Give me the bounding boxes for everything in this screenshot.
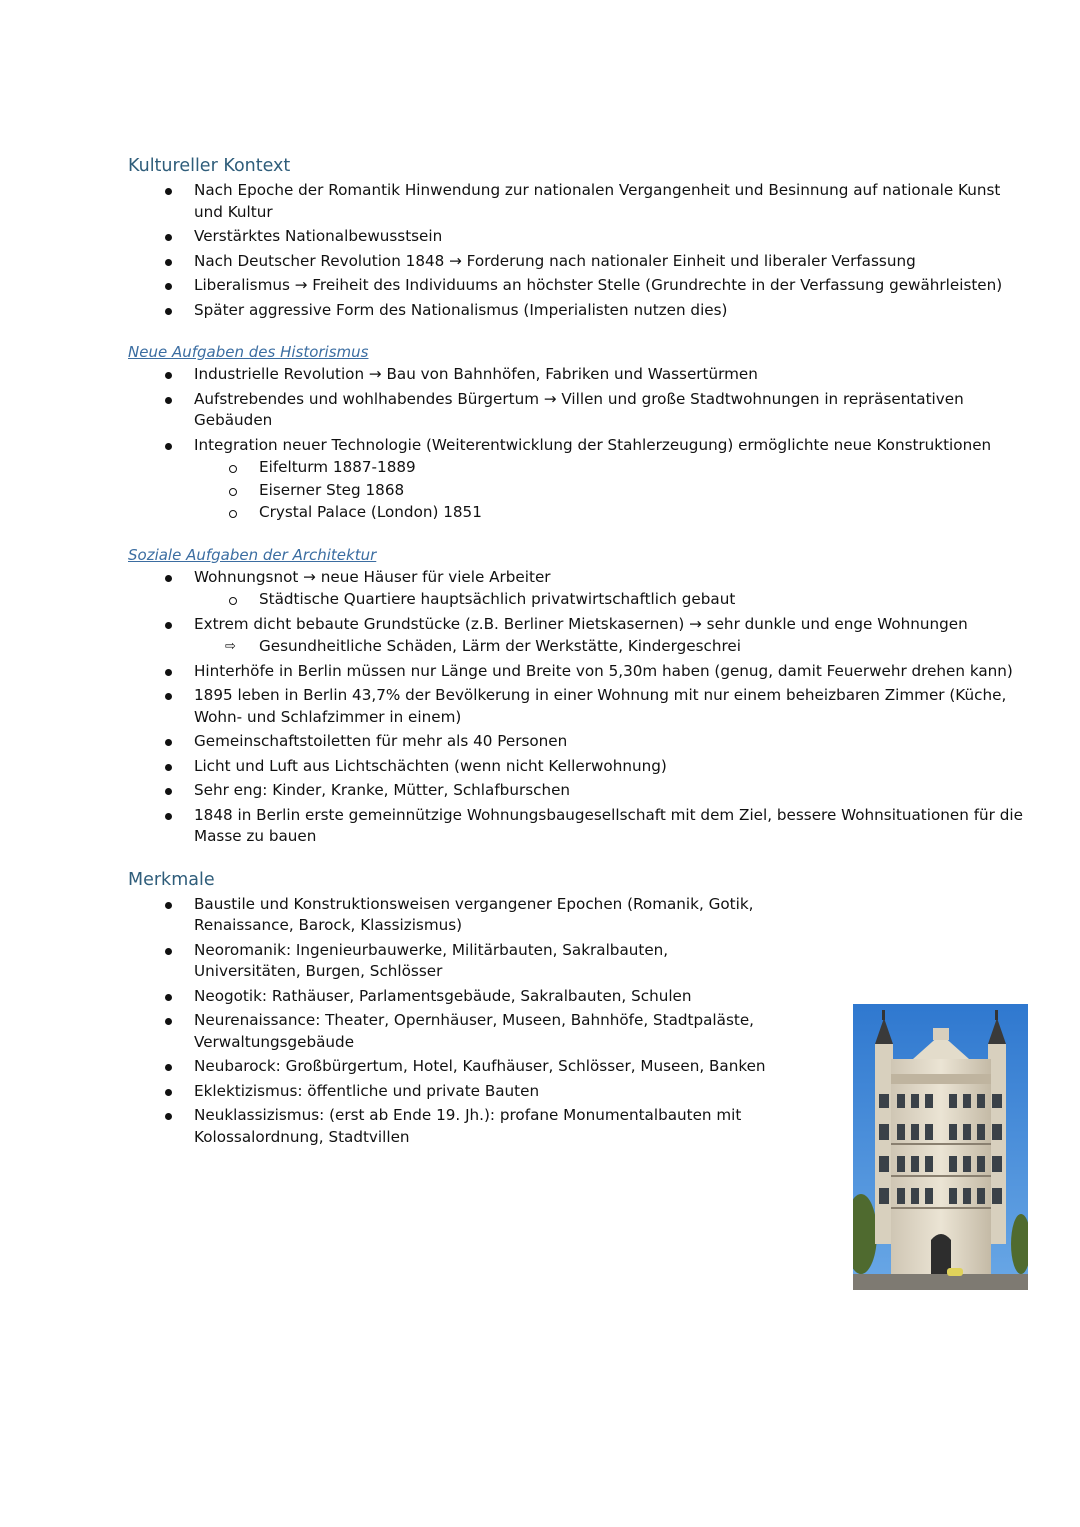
list-item-text: Integration neuer Technologie (Weiterentwicklung der Stahlerzeugung) ermöglichte neue Konstruktionen bbox=[194, 435, 992, 454]
bullet-icon bbox=[165, 397, 172, 404]
circle-bullet-icon bbox=[229, 488, 237, 496]
list-item-text: Industrielle Revolution → Bau von Bahnhöfen, Fabriken und Wassertürmen bbox=[194, 365, 758, 383]
list-item-text: Hinterhöfe in Berlin müssen nur Länge und Breite von 5,30m haben (genug, damit Feuerwehr drehen kann) bbox=[194, 661, 1013, 680]
list-item bbox=[128, 986, 778, 1008]
sub-list bbox=[194, 589, 1028, 611]
list-item bbox=[128, 226, 1028, 248]
section-heading: Soziale Aufgaben der Architektur bbox=[128, 545, 377, 564]
list-item-text: Licht und Luft aus Lichtschächten (wenn nicht Kellerwohnung) bbox=[194, 756, 667, 775]
list-item-text: Neuklassizismus: (erst ab Ende 19. Jh.): profane Monumentalbauten mit Kolossalordnung, Stadtvillen bbox=[194, 1106, 742, 1146]
list-item bbox=[128, 435, 1028, 524]
circle-bullet-icon bbox=[229, 510, 237, 518]
list-item-text: Eklektizismus: öffentliche und private Bauten bbox=[194, 1081, 540, 1100]
bullet-icon bbox=[165, 188, 172, 195]
list-item bbox=[128, 1081, 778, 1103]
bullet-icon bbox=[165, 994, 172, 1001]
list-item-text: Baustile und Konstruktionsweisen vergangener Epochen (Romanik, Gotik, Renaissance, Barock, Klassizismus) bbox=[194, 894, 754, 934]
sub-list-item bbox=[194, 636, 1028, 658]
list-item-text: Neoromanik: Ingenieurbauwerke, Militärbauten, Sakralbauten, Universitäten, Burgen, Schlösser bbox=[194, 940, 669, 980]
list-item bbox=[128, 364, 1028, 386]
bullet-icon bbox=[165, 308, 172, 315]
list-item bbox=[128, 940, 778, 983]
bullet-icon bbox=[165, 283, 172, 290]
section-heading: Merkmale bbox=[128, 869, 215, 890]
sub-list-item-text: Gesundheitliche Schäden, Lärm der Werkstätte, Kindergeschrei bbox=[259, 637, 741, 655]
bullet-icon bbox=[165, 902, 172, 909]
list-item bbox=[128, 389, 1028, 432]
list-item bbox=[128, 685, 1028, 728]
list-item-text: Neurenaissance: Theater, Opernhäuser, Museen, Bahnhöfe, Stadtpaläste, Verwaltungsgebäude bbox=[194, 1011, 755, 1051]
bullet-icon bbox=[165, 813, 172, 820]
list-item-text: 1848 in Berlin erste gemeinnützige Wohnungsbaugesellschaft mit dem Ziel, bessere Wohnsituationen für die Masse zu bauen bbox=[194, 805, 1023, 845]
bullet-icon bbox=[165, 1089, 172, 1096]
bullet-icon bbox=[165, 948, 172, 955]
bullet-icon bbox=[165, 739, 172, 746]
list-item-text: Später aggressive Form des Nationalismus (Imperialisten nutzen dies) bbox=[194, 300, 728, 319]
bullet-icon bbox=[165, 622, 172, 629]
list-item bbox=[128, 1056, 778, 1078]
circle-bullet-icon bbox=[229, 597, 237, 605]
circle-bullet-icon bbox=[229, 465, 237, 473]
bullet-icon bbox=[165, 669, 172, 676]
bullet-icon bbox=[165, 259, 172, 266]
bullet-icon bbox=[165, 575, 172, 582]
list-item bbox=[128, 614, 1028, 658]
bullet-icon bbox=[165, 764, 172, 771]
bullet-icon bbox=[165, 372, 172, 379]
sub-list-item-text: Städtische Quartiere hauptsächlich privatwirtschaftlich gebaut bbox=[259, 590, 736, 608]
list-item bbox=[128, 780, 1028, 802]
sub-list-item-text: Eiserner Steg 1868 bbox=[259, 480, 405, 499]
sub-list-item bbox=[194, 589, 1028, 611]
sub-list-item-text: Crystal Palace (London) 1851 bbox=[259, 503, 482, 521]
sub-list-item bbox=[194, 502, 1028, 524]
section-soziale-aufgaben bbox=[128, 544, 1028, 848]
list-item bbox=[128, 894, 778, 937]
list-item-text: Extrem dicht bebaute Grundstücke (z.B. Berliner Mietskasernen) → sehr dunkle und enge Wohnungen bbox=[194, 614, 968, 633]
sub-list-item bbox=[194, 457, 1028, 479]
list-item bbox=[128, 756, 1028, 778]
historicist-building-photo bbox=[853, 1004, 1028, 1290]
bullet-icon bbox=[165, 234, 172, 241]
list-item-text: Nach Deutscher Revolution 1848 → Forderung nach nationaler Einheit und liberaler Verfassung bbox=[194, 251, 916, 270]
list-item bbox=[128, 567, 1028, 611]
section-neue-aufgaben bbox=[128, 341, 1028, 524]
bullet-icon bbox=[165, 788, 172, 795]
sub-list bbox=[194, 636, 1028, 658]
list-item bbox=[128, 661, 1028, 683]
sub-list-item bbox=[194, 480, 1028, 502]
list-item bbox=[128, 251, 1028, 273]
list-item-text: Gemeinschaftstoiletten für mehr als 40 Personen bbox=[194, 732, 568, 750]
list-item bbox=[128, 300, 1028, 322]
list-item bbox=[128, 1010, 778, 1053]
list-item bbox=[128, 805, 1028, 848]
list-item-text: Wohnungsnot → neue Häuser für viele Arbeiter bbox=[194, 567, 551, 586]
list-item-text: Neubarock: Großbürgertum, Hotel, Kaufhäuser, Schlösser, Museen, Banken bbox=[194, 1057, 766, 1075]
section-heading: Neue Aufgaben des Historismus bbox=[128, 343, 369, 361]
bullet-list bbox=[128, 894, 778, 1149]
bullet-list bbox=[128, 567, 1028, 848]
bullet-icon bbox=[165, 693, 172, 700]
bullet-icon bbox=[165, 1113, 172, 1120]
bullet-list bbox=[128, 180, 1028, 321]
list-item-text: Nach Epoche der Romantik Hinwendung zur nationalen Vergangenheit und Besinnung auf nationale Kunst und Kultur bbox=[194, 181, 1001, 221]
list-item bbox=[128, 275, 1028, 297]
list-item-text: Verstärktes Nationalbewusstsein bbox=[194, 227, 443, 245]
list-item-text: Neogotik: Rathäuser, Parlamentsgebäude, Sakralbauten, Schulen bbox=[194, 986, 692, 1005]
section-kultureller-kontext bbox=[128, 154, 1028, 321]
bullet-list bbox=[128, 364, 1028, 524]
sub-list bbox=[194, 457, 1028, 524]
list-item-text: Sehr eng: Kinder, Kranke, Mütter, Schlafburschen bbox=[194, 781, 571, 799]
section-heading: Kultureller Kontext bbox=[128, 156, 291, 176]
bullet-icon bbox=[165, 1018, 172, 1025]
sub-list-item-text: Eifelturm 1887-1889 bbox=[259, 458, 416, 476]
list-item bbox=[128, 1105, 778, 1148]
list-item bbox=[128, 731, 1028, 753]
bullet-icon bbox=[165, 1064, 172, 1071]
list-item-text: Liberalismus → Freiheit des Individuums an höchster Stelle (Grundrechte in der Verfassung gewährleisten) bbox=[194, 276, 1003, 294]
bullet-icon bbox=[165, 443, 172, 450]
list-item-text: Aufstrebendes und wohlhabendes Bürgertum → Villen und große Stadtwohnungen in repräsentativen Gebäuden bbox=[194, 389, 964, 429]
list-item bbox=[128, 180, 1028, 223]
arrow-bullet-icon: ⇨ bbox=[225, 639, 236, 654]
list-item-text: 1895 leben in Berlin 43,7% der Bevölkerung in einer Wohnung mit nur einem beheizbaren Zimmer (Küche, Wohn- und Schlafzimmer in einem) bbox=[194, 686, 1007, 726]
